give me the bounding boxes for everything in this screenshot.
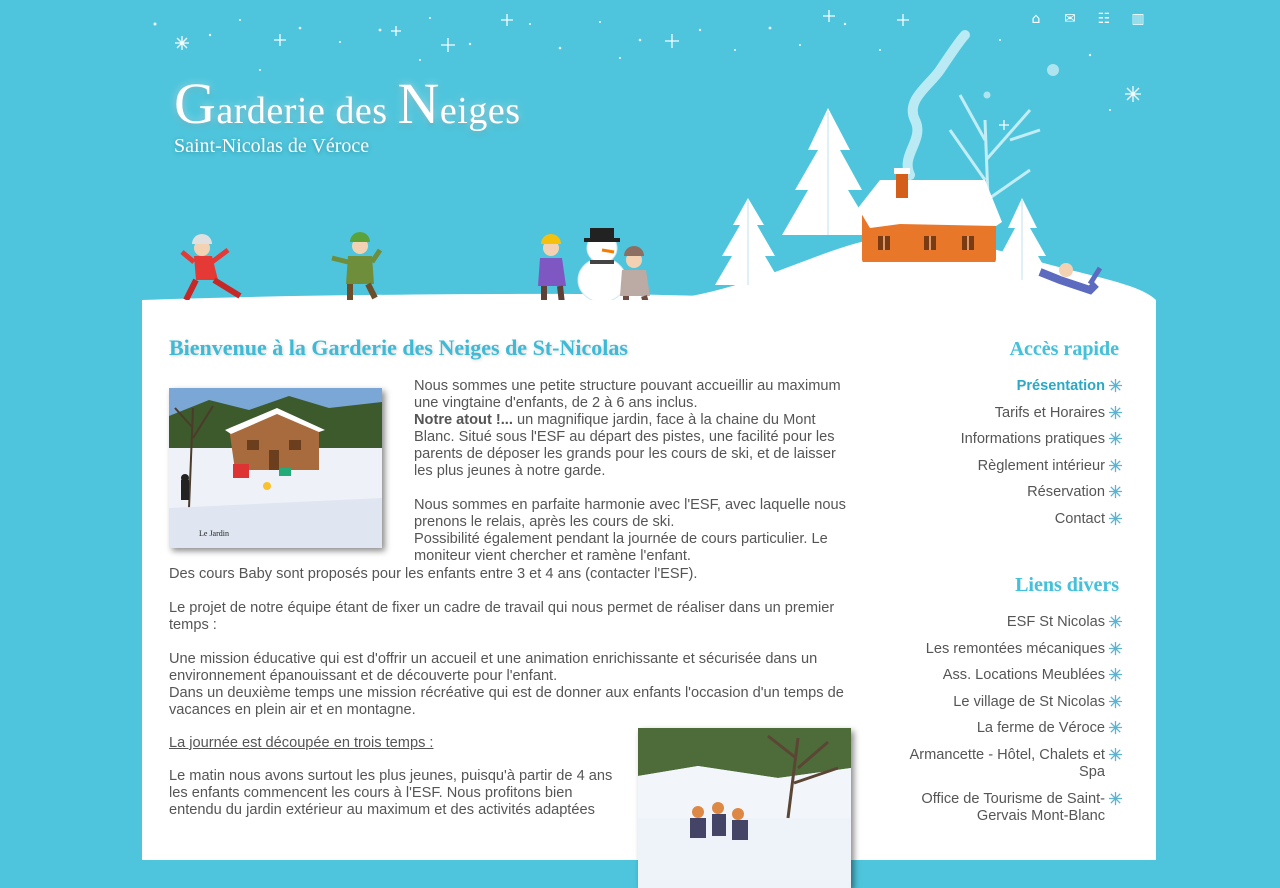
snowflake-icon	[1108, 614, 1123, 629]
nav-label: Règlement intérieur	[977, 457, 1105, 474]
atout-paragraph	[414, 412, 854, 480]
intro-text: Nous sommes une petite structure pouvant accueillir au maximum une vingtaine d'enfants, de 2 à 6 ans inclus.	[414, 378, 841, 411]
atout-label: Notre atout !...	[414, 412, 513, 428]
liens-divers-title: Liens divers	[1015, 573, 1119, 596]
nav-item-presentation[interactable]	[883, 378, 1123, 395]
snowflake-icon	[1108, 458, 1123, 473]
link-locations[interactable]	[883, 667, 1123, 684]
mail-icon[interactable]: ✉	[1064, 11, 1076, 27]
link-remontees[interactable]	[883, 641, 1123, 658]
liens-divers-list	[883, 614, 1123, 825]
nav-label: Présentation	[1016, 378, 1105, 394]
home-icon[interactable]: ⌂	[1031, 11, 1041, 27]
link-label: ESF St Nicolas	[1006, 613, 1105, 630]
nav-item-reservation[interactable]	[883, 484, 1123, 501]
nav-label: Informations pratiques	[960, 431, 1105, 448]
nav-label: Contact	[1054, 510, 1105, 527]
link-office-tourisme[interactable]	[883, 791, 1123, 825]
photo-caption: Le Jardin	[199, 529, 229, 538]
link-esf[interactable]	[883, 614, 1123, 631]
body-block	[169, 566, 854, 719]
snowflake-icon	[1108, 378, 1123, 393]
link-label: La ferme de Véroce	[976, 720, 1105, 737]
title-part-2: eiges	[439, 90, 521, 132]
snowflake-icon	[1108, 791, 1123, 806]
nav-item-informations[interactable]	[883, 431, 1123, 448]
mission2-text: Dans un deuxième temps une mission récréative qui est de donner aux enfants l'occasion d'un temps de vacances en plein air et en montagne.	[169, 685, 844, 718]
title-cap-g: G	[174, 71, 217, 136]
snowflake-icon	[1108, 667, 1123, 682]
baby-text: Des cours Baby sont proposés pour les enfants entre 3 et 4 ans (contacter l'ESF).	[169, 566, 698, 582]
link-label: Les remontées mécaniques	[925, 640, 1105, 657]
sitemap-icon[interactable]: ☷	[1097, 11, 1111, 27]
mission1-text: Une mission éducative qui est d'offrir un accueil et une animation enrichissante et sécurisée dans un environnement épanouissant et de découverte pour l'enfant.	[169, 651, 818, 684]
link-label: Office de Tourisme de Saint-Gervais Mont-Blanc	[921, 790, 1105, 824]
snowflake-icon	[1108, 511, 1123, 526]
nav-item-reglement[interactable]	[883, 458, 1123, 475]
title-part-1: arderie des	[216, 90, 398, 132]
nav-item-tarifs[interactable]	[883, 405, 1123, 422]
journee-heading: La journée est découpée en trois temps :	[169, 735, 434, 751]
snowflake-icon	[1108, 641, 1123, 656]
atout-text: un magnifique jardin, face à la chaine du Mont Blanc. Situé sous l'ESF au départ des pistes, une facilité pour les parents de déposer les grands pour les cours de ski, et de laisser les plus jeunes à notre garde.	[414, 412, 836, 479]
page-heading: Bienvenue à la Garderie des Neiges de St-Nicolas	[169, 335, 628, 360]
snowflake-icon	[1108, 484, 1123, 499]
link-label: Le village de St Nicolas	[953, 693, 1105, 710]
snowflake-icon	[1108, 747, 1123, 762]
projet-text: Le projet de notre équipe étant de fixer un cadre de travail qui nous permet de réaliser dans un premier temps :	[169, 600, 835, 633]
sidebar	[883, 334, 1123, 825]
snowflake-icon	[1108, 405, 1123, 420]
snowflake-icon	[1108, 694, 1123, 709]
nav-label: Tarifs et Horaires	[994, 404, 1105, 421]
link-ferme[interactable]	[883, 720, 1123, 737]
nav-label: Réservation	[1027, 484, 1105, 501]
link-village[interactable]	[883, 694, 1123, 711]
title-cap-n: N	[397, 71, 440, 136]
snowflake-icon	[1108, 431, 1123, 446]
picnic-photo	[638, 728, 851, 888]
book-icon[interactable]: ▥	[1131, 11, 1145, 27]
link-label: Armancette - Hôtel, Chalets et Spa	[909, 746, 1105, 780]
garden-photo-image	[169, 388, 382, 548]
intro-block	[414, 378, 854, 565]
site-subtitle: Saint-Nicolas de Véroce	[174, 135, 370, 157]
acces-rapide-list	[883, 378, 1123, 528]
main-content	[169, 334, 854, 818]
garden-photo	[169, 388, 382, 548]
possibilite-text: Possibilité également pendant la journée de cours particulier. Le moniteur vient chercher et ramène l'enfant.	[414, 531, 828, 564]
picnic-photo-image	[638, 728, 851, 888]
site-header	[0, 0, 1280, 320]
winter-scene-illustration	[0, 0, 1280, 320]
nav-item-contact[interactable]	[883, 511, 1123, 528]
snowflake-icon	[1108, 720, 1123, 735]
esf-text: Nous sommes en parfaite harmonie avec l'ESF, avec laquelle nous prenons le relais, après les cours de ski.	[414, 497, 846, 530]
acces-rapide-title: Accès rapide	[1009, 338, 1119, 360]
link-label: Ass. Locations Meublées	[942, 667, 1105, 684]
link-armancette[interactable]	[883, 747, 1123, 781]
matin-text: Le matin nous avons surtout les plus jeunes, puisqu'à partir de 4 ans les enfants commencent les cours à l'ESF. Nous profitons bien entendu du jardin extérieur au maximum et des activités adaptées	[169, 768, 613, 818]
